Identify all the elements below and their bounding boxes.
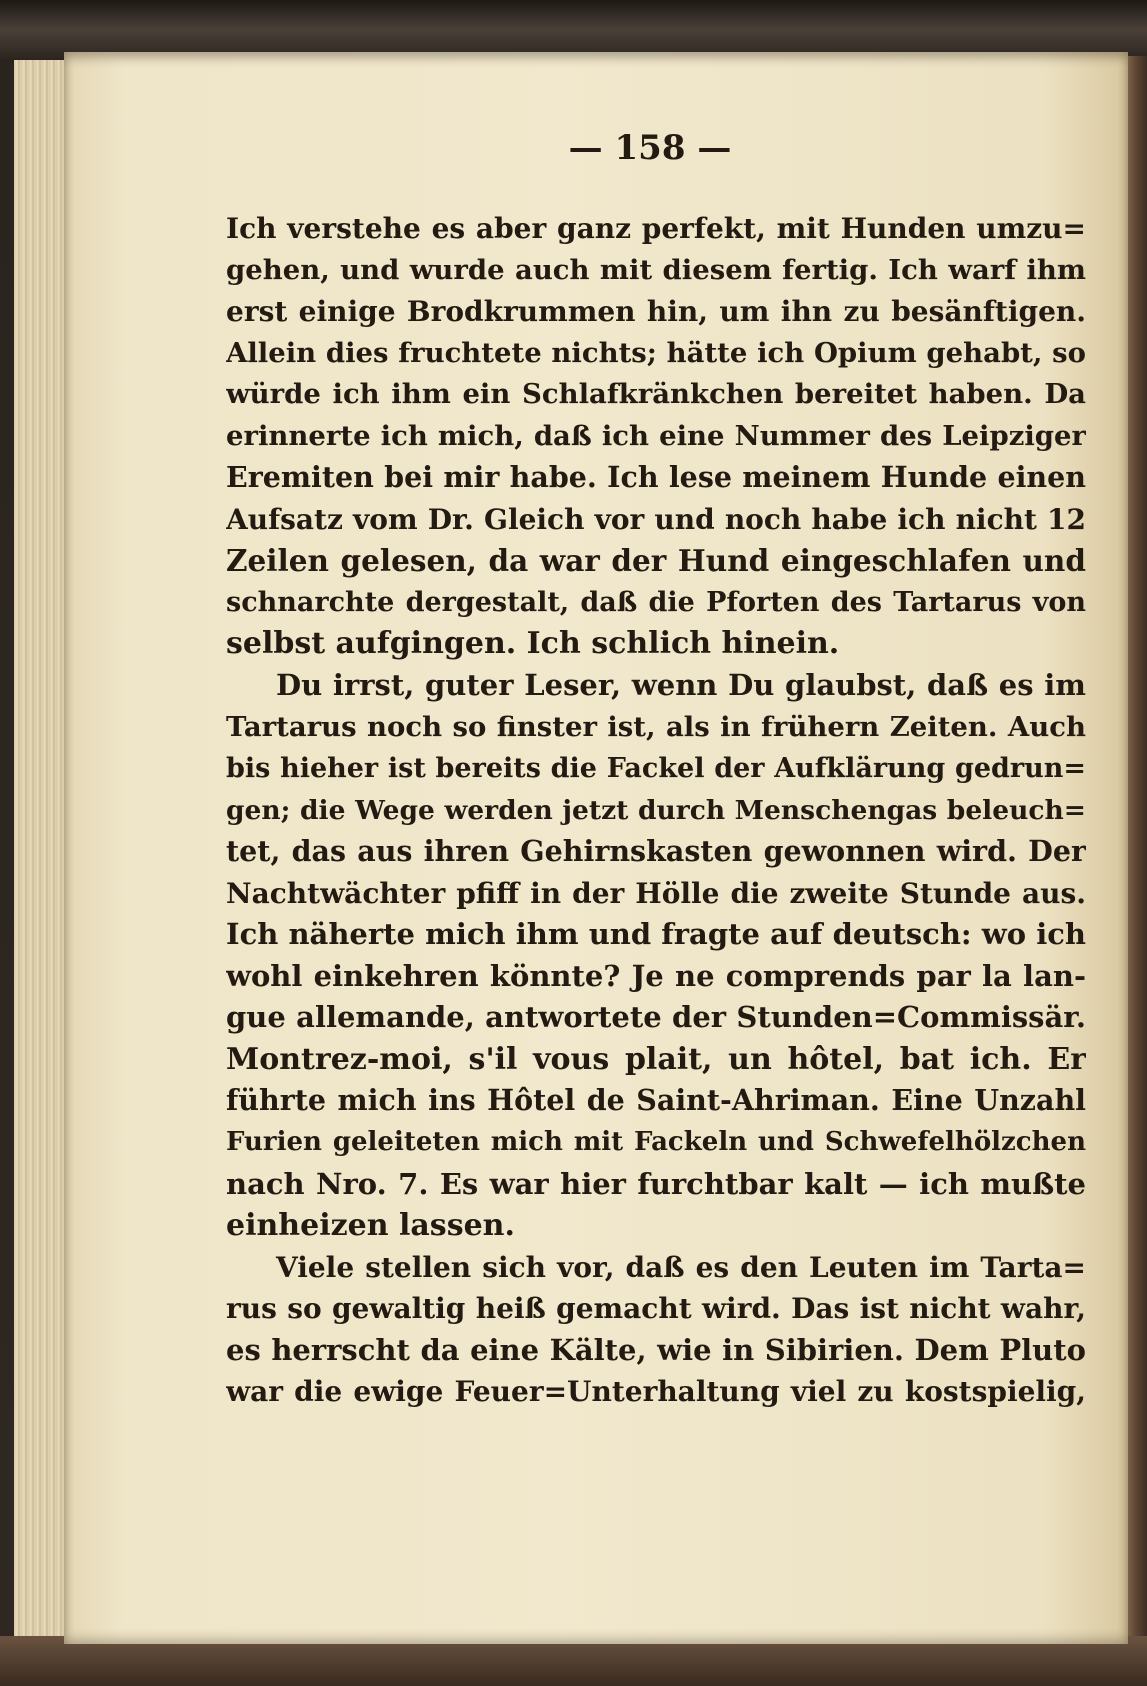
text-line: Allein dies fruchtete nichts; hätte ich Opium gehabt, so (226, 336, 1086, 369)
text-line: Ich verstehe es aber ganz perfekt, mit Hunden umzu= (226, 212, 1086, 245)
text-line: Viele stellen sich vor, daß es den Leuten im Tarta= (276, 1250, 1086, 1284)
text-line: Montrez-moi, s'il vous plait, un hôtel, bat ich. Er (226, 1041, 1086, 1077)
text-line: nach Nro. 7. Es war hier furchtbar kalt — ich mußte (226, 1166, 1086, 1201)
text-line: war die ewige Feuer=Unterhaltung viel zu kostspielig, (226, 1375, 1086, 1409)
text-line: Aufsatz vom Dr. Gleich vor und noch habe ich nicht 12 (226, 502, 1086, 536)
text-line: gue allemande, antwortete der Stunden=Commissär. (226, 1000, 1086, 1035)
text-line: Zeilen gelesen, da war der Hund eingeschlafen und (226, 543, 1086, 579)
text-line: führte mich ins Hôtel de Saint-Ahriman. Eine Unzahl (226, 1083, 1086, 1118)
text-line: bis hieher ist bereits die Fackel der Aufklärung gedrun= (226, 753, 1086, 785)
text-line: würde ich ihm ein Schlafkränkchen bereitet haben. Da (226, 378, 1086, 411)
text-line: erinnerte ich mich, daß ich eine Nummer des Leipziger (226, 419, 1086, 452)
text-line: es herrscht da eine Kälte, wie in Sibirien. Dem Pluto (226, 1332, 1086, 1367)
text-line: Tartarus noch so finster ist, als in frühern Zeiten. Auch (226, 710, 1086, 743)
text-line: Eremiten bei mir habe. Ich lese meinem Hunde einen (226, 460, 1086, 495)
text-line: schnarchte dergestalt, daß die Pforten des Tartarus von (226, 586, 1086, 618)
text-line: gen; die Wege werden jetzt durch Menschengas beleuch= (226, 794, 1086, 826)
text-line: erst einige Brodkrummen hin, um ihn zu besänftigen. (226, 295, 1086, 329)
text-line: einheizen lassen. (226, 1208, 515, 1244)
text-line: tet, das aus ihren Gehirnskasten gewonnen wird. Der (226, 834, 1086, 869)
text-line: selbst aufgingen. Ich schlich hinein. (226, 626, 840, 662)
text-line: wohl einkehren könnte? Je ne comprends par la lan- (226, 958, 1086, 993)
text-line: Du irrst, guter Leser, wenn Du glaubst, daß es im (276, 668, 1086, 703)
page-number: — 158 — (568, 128, 732, 168)
text-line: Ich näherte mich ihm und fragte auf deutsch: wo ich (226, 917, 1086, 952)
text-line: Furien geleiteten mich mit Fackeln und Schwefelhölzchen (226, 1127, 1086, 1158)
text-line: rus so gewaltig heiß gemacht wird. Das ist nicht wahr, (226, 1292, 1086, 1326)
page-text (226, 208, 1086, 1413)
text-line: gehen, und wurde auch mit diesem fertig. Ich warf ihm (226, 253, 1086, 286)
text-line: Nachtwächter pfiff in der Hölle die zweite Stunde aus. (226, 876, 1086, 910)
